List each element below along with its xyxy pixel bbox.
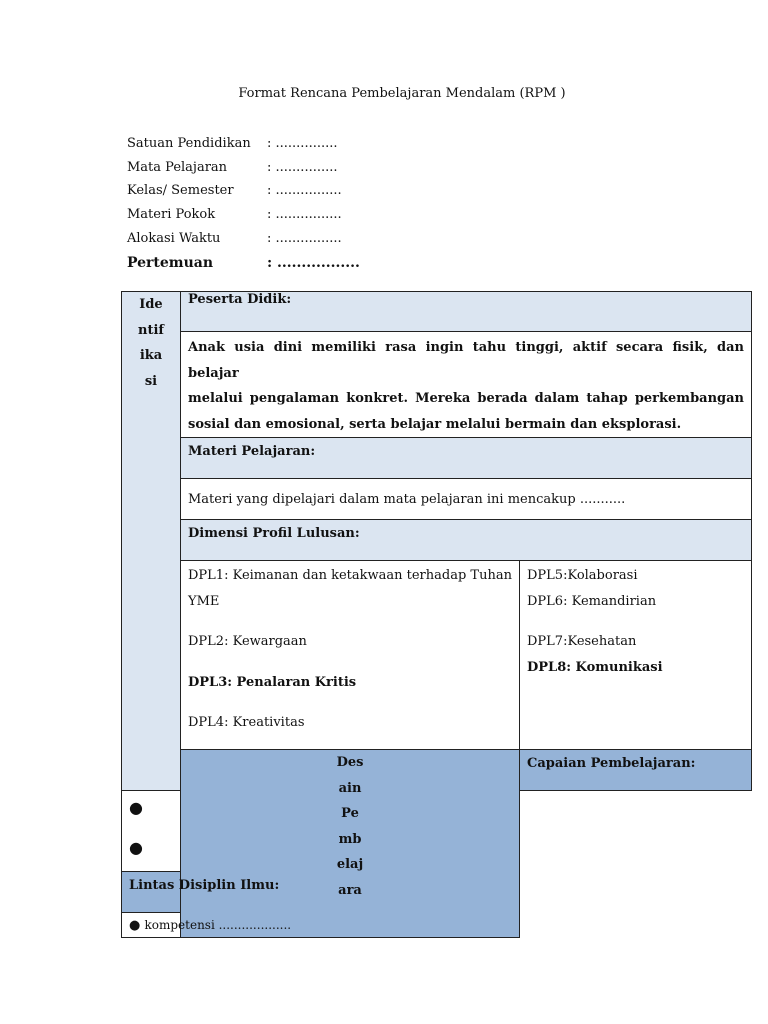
peserta-didik-heading-cell (181, 292, 752, 332)
lintas-heading: Lintas Disiplin Ilmu: (129, 878, 280, 893)
peserta-text-line: sosial dan emosional, serta belajar melalui bermain dan eksplorasi. (188, 416, 682, 432)
lintas-heading-cell (122, 872, 520, 913)
side-label-line: elaj (336, 857, 364, 872)
side-label-line: ara (338, 882, 362, 898)
meta-row-mapel (127, 156, 360, 180)
meta-value: : ............... (267, 159, 338, 175)
meta-row-pertemuan (127, 251, 360, 275)
meta-row-materi (127, 203, 360, 227)
lintas-item: kompetensi ................... (144, 917, 292, 932)
capaian-heading: Capaian Pembelajaran: (527, 756, 696, 771)
meta-row-kelas (127, 179, 360, 203)
side-label-line: si (144, 373, 158, 389)
dpl4: DPL4: Kreativitas (188, 715, 305, 730)
bullet-icon: ● (129, 917, 141, 933)
dpl7: DPL7:Kesehatan (527, 634, 637, 649)
bullet-icon: ● (129, 838, 143, 857)
dimensi-heading-cell (181, 520, 752, 561)
side-label-line: Pe (341, 806, 359, 821)
dimensi-heading: Dimensi Profil Lulusan: (188, 526, 360, 541)
side-label-line: mb (338, 831, 362, 847)
bullet-icon: ● (129, 798, 143, 817)
meta-row-alokasi (127, 226, 360, 250)
meta-label: Kelas/ Semester (127, 183, 234, 199)
materi-heading-cell (181, 438, 752, 479)
dpl-left-cell (181, 561, 520, 750)
peserta-didik-text-cell (181, 332, 752, 438)
meta-block (127, 132, 360, 275)
dpl5: DPL5:Kolaborasi (527, 568, 638, 583)
meta-value: : ............... (267, 136, 338, 152)
capaian-heading-cell (520, 750, 752, 791)
side-label-line: Ide (139, 297, 163, 312)
dpl6: DPL6: Kemandirian (527, 593, 657, 609)
peserta-text-line: melalui pengalaman konkret. Mereka berada dalam tahap perkembangan (188, 391, 744, 406)
dpl-right-cell (520, 561, 752, 750)
meta-label: Satuan Pendidikan (127, 136, 251, 152)
meta-label: Mata Pelajaran (127, 159, 228, 175)
capaian-bullets-cell (122, 791, 520, 872)
lintas-item-cell (122, 913, 520, 938)
meta-label: Materi Pokok (127, 207, 216, 223)
dpl2: DPL2: Kewargaan (188, 634, 307, 649)
dpl1-line1: DPL1: Keimanan dan ketakwaan terhadap Tuhan (188, 568, 512, 583)
side-label-line: ain (338, 780, 362, 796)
meta-row-satuan (127, 132, 360, 156)
meta-label: Pertemuan (127, 254, 214, 271)
meta-value: : ................ (267, 183, 342, 199)
dpl8: DPL8: Komunikasi (527, 659, 663, 675)
materi-text: Materi yang dipelajari dalam mata pelajaran ini mencakup ........... (188, 491, 626, 507)
meta-label: Alokasi Waktu (127, 230, 221, 246)
rpm-table (121, 291, 752, 938)
dpl1-line2: YME (188, 593, 220, 609)
peserta-didik-heading: Peserta Didik: (188, 292, 292, 307)
peserta-text-line: Anak usia dini memiliki rasa ingin tahu tinggi, aktif secara fisik, dan belajar (188, 340, 744, 381)
meta-value: : ................ (267, 230, 342, 246)
document-title: Format Rencana Pembelajaran Mendalam (RPM ) (238, 86, 566, 101)
side-label-identifikasi (122, 292, 181, 791)
materi-heading: Materi Pelajaran: (188, 444, 316, 459)
side-label-line: Des (336, 755, 364, 770)
dpl3: DPL3: Penalaran Kritis (188, 674, 357, 690)
side-label-line: ntif (138, 322, 164, 338)
side-label-line: ika (139, 348, 163, 363)
meta-value: : ................. (267, 254, 360, 271)
materi-text-cell (181, 479, 752, 520)
meta-value: : ................ (267, 207, 342, 223)
